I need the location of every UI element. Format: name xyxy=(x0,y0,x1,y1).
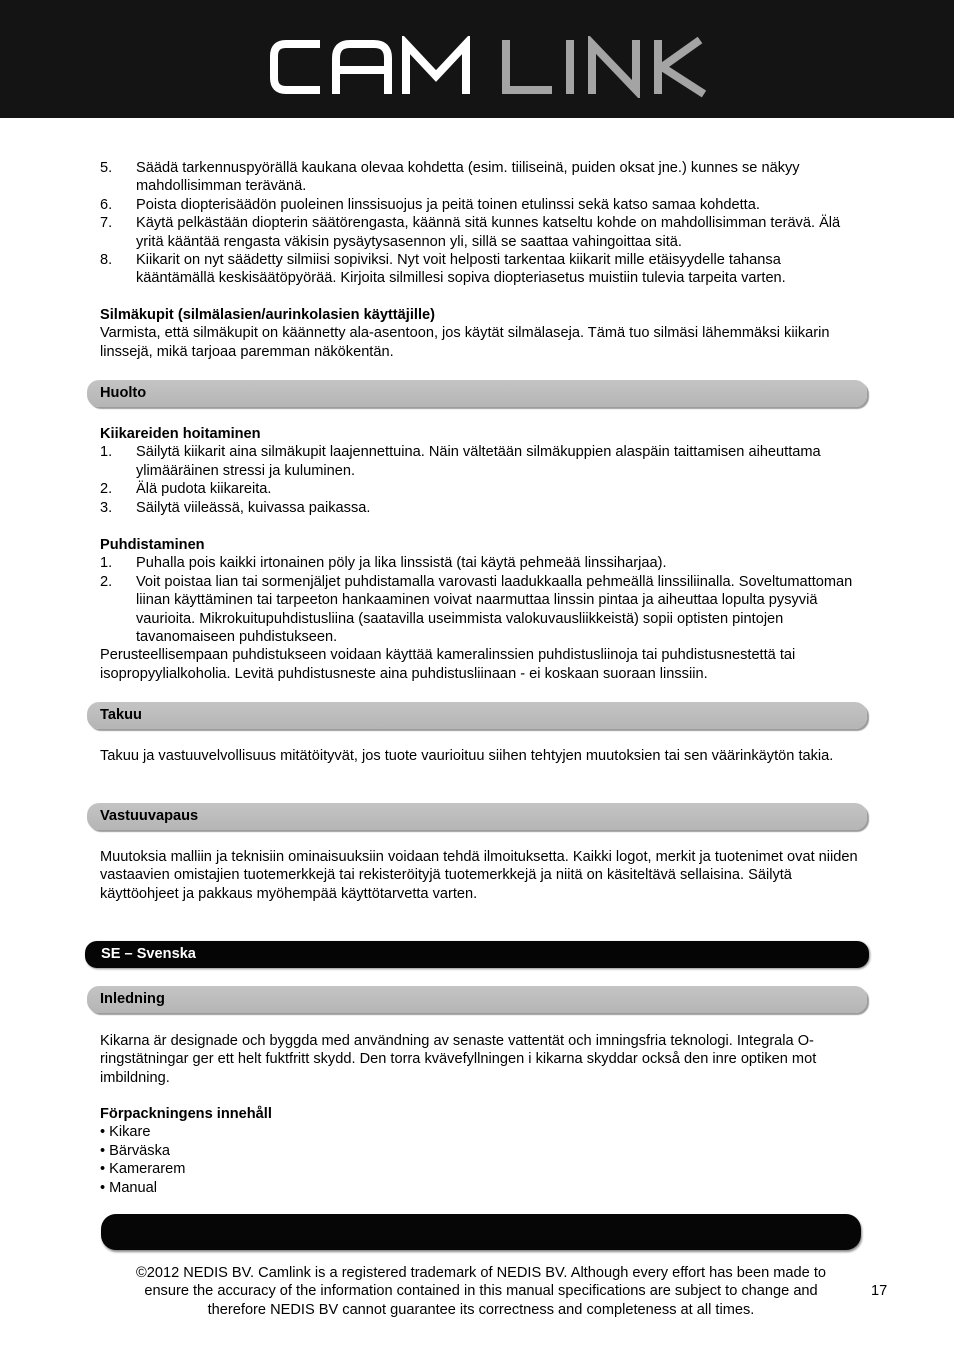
list-item: 8. Kiikarit on nyt säädetty silmiisi sopiviksi. Nyt voit helposti tarkentaa kiikarit mille etäisyydelle tahansa kääntämällä keskisäätöpyörää. Kirjoita silmillesi sopiva diopteriasetus muistiin tulevia tarpeita varten. xyxy=(100,252,786,287)
adjustment-steps xyxy=(100,159,860,288)
list-item: 2. Älä pudota kiikareita. xyxy=(100,481,272,498)
camlink-logo xyxy=(266,36,726,98)
warranty-text: Takuu ja vastuuvelvollisuus mitätöityvät, jos tuote vaurioituu siihen tehtyjen muutoksien tai sen väärinkäytön takia. xyxy=(100,748,834,764)
language-bar-svenska: SE – Svenska xyxy=(85,941,869,968)
list-item: 2. Voit poistaa lian tai sormenjäljet puhdistamalla varovasti laadukkaalla pehmeällä linssiliinalla. Soveltumattoman liinan käyttäminen tai tarpeeton hankaaminen voivat naarmuttaa linssin pintaa ja aiheuttaa lopulta pysyviä vaurioita. Mikrokuitupuhdistusliina (saatavilla useimmista valokuvausliikkeistä) sopii optisten pintojen tavanomaiseen puhdistukseen. xyxy=(100,573,853,646)
care-heading: Kiikareiden hoitaminen xyxy=(100,426,261,442)
section-bar-inledning: Inledning xyxy=(87,986,867,1013)
package-contents xyxy=(100,1105,860,1197)
list-item: 6. Poista diopterisäädön puoleinen linssisuojus ja peitä toinen etulinssi sekä katso samaa kohdetta. xyxy=(100,196,760,213)
introduction-text: Kikarna är designade och byggda med användning av senaste vattentät och imningsfria teknologi. Integrala O-ringstätningar ger ett helt fuktfritt skydd. Den torra kvävefyllningen i kikarna skyddar också den inre optiken mot imbildning. xyxy=(100,1033,817,1086)
eyecups-text: Varmista, että silmäkupit on käännetty ala-asentoon, jos käytät silmälaseja. Tämä tuo silmäsi lähemmäksi kiikarin linssejä, mikä tarjoaa paremman näkökentän. xyxy=(100,325,830,360)
cleaning-section xyxy=(100,536,860,683)
list-item: • Kamerarem xyxy=(100,1161,186,1178)
list-item: 5. Säädä tarkennuspyörällä kaukana olevaa kohdetta (esim. tiiliseinä, puiden oksat jne.) kunnes se näkyy mahdollisimman terävänä. xyxy=(100,160,800,195)
section-bar-takuu: Takuu xyxy=(87,702,867,729)
list-item: 3. Säilytä viileässä, kuivassa paikassa. xyxy=(100,499,371,516)
section-bar-huolto: Huolto xyxy=(87,380,867,407)
list-item: • Bärväska xyxy=(100,1142,170,1159)
section-bar-vastuuvapaus: Vastuuvapaus xyxy=(87,803,867,830)
disclaimer-text: Muutoksia malliin ja teknisiin ominaisuuksiin voidaan tehdä ilmoituksetta. Kaikki logot, merkit ja tuotenimet ovat niiden vastaavien omistajien tuotemerkkejä tai rekisteröityjä tuotemerkkejä ja niitä on käsiteltävä sellaisina. Säilytä käyttöohjeet ja pakkaus myöhempää käyttötarvetta varten. xyxy=(100,849,858,902)
cleaning-note: Perusteellisempaan puhdistukseen voidaan käyttää kameralinssien puhdistusliinoja tai puhdistusnestettä tai isopropyylialkoholia. Levitä puhdistusneste aina puhdistusliinaan - ei koskaan suoraan linssiin. xyxy=(100,647,796,682)
package-heading: Förpackningens innehåll xyxy=(100,1106,272,1122)
page-number: 17 xyxy=(871,1283,888,1299)
list-item: 7. Käytä pelkästään diopterin säätörengasta, käännä sitä kunnes katseltu kohde on mahdollisimman terävä. Älä yritä kääntää rengasta väkisin pysäytysasennon yli, sillä se saattaa vahingoittaa sitä. xyxy=(100,215,841,250)
header-band xyxy=(0,0,954,118)
list-item: • Manual xyxy=(100,1179,158,1196)
eyecups-section xyxy=(100,306,860,361)
footer-copyright: ©2012 NEDIS BV. Camlink is a registered trademark of NEDIS BV. Although every effort has been made to ensure the accuracy of the information contained in this manual specifications are subject to change and therefore NEDIS BV cannot guarantee its correctness and completeness at all times. xyxy=(136,1265,826,1318)
footer-bar xyxy=(101,1214,861,1250)
cleaning-heading: Puhdistaminen xyxy=(100,537,205,553)
eyecups-heading: Silmäkupit (silmälasien/aurinkolasien käyttäjille) xyxy=(100,307,435,323)
list-item: 1. Puhalla pois kaikki irtonainen pöly ja lika linssistä (tai käytä pehmeää linssiharjaa). xyxy=(100,555,667,572)
list-item: • Kikare xyxy=(100,1124,151,1141)
list-item: 1. Säilytä kiikarit aina silmäkupit laajennettuina. Näin vältetään silmäkuppien alaspäin taittamisen aiheuttama ylimääräinen stressi ja kuluminen. xyxy=(100,444,821,479)
care-section xyxy=(100,425,860,517)
